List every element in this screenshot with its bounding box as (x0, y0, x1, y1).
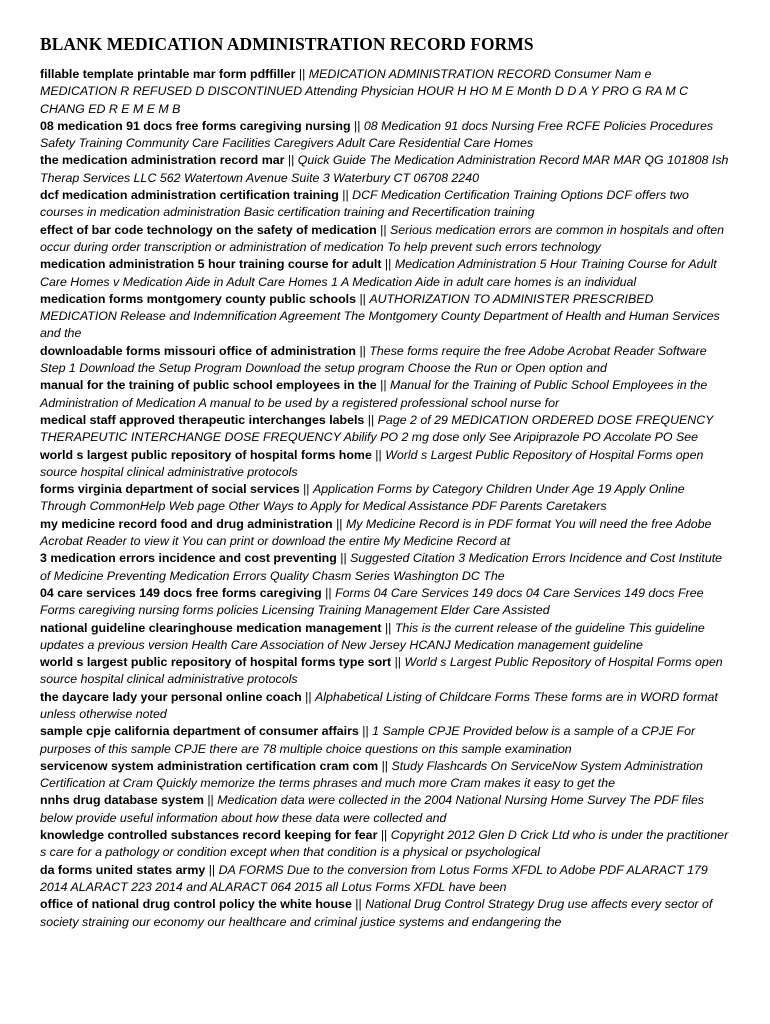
list-item (40, 66, 730, 118)
entry-keyword: the medication administration record mar (40, 153, 285, 168)
list-item (40, 516, 730, 551)
list-item (40, 827, 730, 862)
entry-keyword: fillable template printable mar form pdffiller (40, 67, 296, 81)
list-item (40, 550, 730, 585)
entry-separator: || (394, 655, 402, 670)
list-item (40, 654, 730, 689)
entry-description: World s Largest Public Repository of Hospital Forms open source hospital clinical administrative protocols (40, 447, 704, 479)
list-item (40, 343, 730, 378)
entry-keyword: 3 medication errors incidence and cost preventing (40, 551, 337, 566)
list-item (40, 187, 730, 222)
entry-keyword: downloadable forms missouri office of administration (40, 343, 356, 358)
list-item (40, 412, 730, 447)
entry-description: World s Largest Public Repository of Hospital Forms open source hospital clinical administrative protocols (40, 655, 723, 687)
entry-keyword: medication forms montgomery county public schools (40, 291, 357, 306)
entry-description: AUTHORIZATION TO ADMINISTER PRESCRIBED MEDICATION Release and Indemnification Agreement The Montgomery County Department of Health and Human Services and the (40, 291, 720, 341)
entry-description: Copyright 2012 Glen D Crick Ltd who is under the practitioner s care for a pathology or condition except when that condition is a physical or psychological (40, 828, 729, 860)
list-item (40, 118, 730, 153)
entry-description: This is the current release of the guideline This guideline updates a previous version Health Care Association of New Jersey HCANJ Medication management guideline (40, 620, 705, 652)
entry-description: These forms require the free Adobe Acrobat Reader Software Step 1 Download the Setup Program Download the setup program Choose the Run or Open option and (40, 343, 707, 376)
entry-separator: || (340, 551, 347, 566)
entry-separator: || (381, 758, 389, 773)
entry-separator: || (367, 412, 375, 427)
entry-separator: || (298, 67, 306, 81)
entry-keyword: forms virginia department of social services (40, 482, 300, 497)
entry-separator: || (380, 222, 387, 237)
page-title: BLANK MEDICATION ADMINISTRATION RECORD FORMS (40, 34, 534, 54)
entry-description: Page 2 of 29 MEDICATION ORDERED DOSE FREQUENCY THERAPEUTIC INTERCHANGE DOSE FREQUENCY Abilify PO 2 mg dose only See Aripiprazole PO Accolate PO See (40, 412, 714, 445)
entry-keyword: medication administration 5 hour training course for adult (40, 257, 382, 272)
entry-description: My Medicine Record is in PDF format You will need the free Adobe Acrobat Reader to view it You can print or download the entire My Medicine Record at (40, 516, 712, 549)
entry-keyword: sample cpje california department of consumer affairs (40, 724, 359, 739)
list-item (40, 792, 730, 827)
entry-description: DA FORMS Due to the conversion from Lotus Forms XFDL to Adobe PDF ALARACT 179 2014 ALARACT 223 2014 and ALARACT 064 2015 all Lotus Forms XFDL have been (40, 862, 708, 894)
list-item (40, 377, 730, 412)
list-item (40, 758, 730, 793)
list-item (40, 256, 730, 291)
entry-keyword: servicenow system administration certification cram com (40, 758, 379, 773)
entry-separator: || (384, 257, 392, 272)
entry-description: Suggested Citation 3 Medication Errors Incidence and Cost Institute of Medicine Preventing Medication Errors Quality Chasm Series Washington DC The (40, 551, 723, 583)
entry-keyword: 04 care services 149 docs free forms caregiving (40, 585, 322, 600)
entry-separator: || (336, 516, 343, 531)
entry-description: Serious medication errors are common in hospitals and often occur during order transcription or administration of medication To help prevent such errors technology (40, 222, 725, 254)
entry-description: Forms 04 Care Services 149 docs 04 Care Services 149 docs Free Forms caregiving nursing forms policies Licensing Training Management Elder Care Assisted (40, 585, 704, 618)
list-item (40, 222, 730, 257)
entry-description: Application Forms by Category Children Under Age 19 Apply Online Through CommonHelp Web page Other Ways to Apply for Medical Assistance PDF Parents Caretakers (40, 482, 685, 514)
entry-keyword: effect of bar code technology on the safety of medication (40, 222, 377, 237)
entry-description: 1 Sample CPJE Provided below is a sample of a CPJE For purposes of this sample CPJE there are 78 multiple choice questions on this sample examination (40, 724, 696, 756)
entry-keyword: my medicine record food and drug administration (40, 516, 333, 531)
entry-description: Alphabetical Listing of Childcare Forms These forms are in WORD format unless otherwise noted (40, 689, 718, 721)
entry-keyword: da forms united states army (40, 862, 206, 877)
entry-keyword: office of national drug control policy the white house (40, 897, 352, 912)
entry-keyword: world s largest public repository of hospital forms home (40, 447, 372, 462)
entry-keyword: 08 medication 91 docs free forms caregiving nursing (40, 118, 351, 133)
entry-description: Quick Guide The Medication Administration Record MAR MAR QG 101808 Ish Therap Services LLC 562 Watertown Avenue Suite 3 Waterbury CT 06708 2240 (40, 153, 729, 185)
list-item (40, 896, 730, 931)
list-item (40, 152, 730, 187)
entry-separator: || (303, 482, 310, 497)
entry-separator: || (354, 118, 361, 133)
list-item (40, 585, 730, 620)
entry-description: DCF Medication Certification Training Options DCF offers two courses in medication administration Basic certification training and Recertification training (40, 188, 689, 220)
entry-separator: || (380, 828, 388, 843)
list-item (40, 689, 730, 724)
entry-separator: || (305, 689, 312, 704)
entry-description: Manual for the Training of Public School Employees in the Administration of Medication A manual to be used by a registered professional school nurse for (40, 378, 708, 410)
entry-separator: || (342, 188, 349, 203)
list-item (40, 447, 730, 482)
list-item (40, 481, 730, 516)
list-item (40, 291, 730, 343)
list-item (40, 620, 730, 655)
entry-separator: || (355, 897, 362, 912)
list-item (40, 862, 730, 897)
entry-description: National Drug Control Strategy Drug use affects every sector of society straining our economy our healthcare and criminal justice systems and endangering the (40, 897, 713, 929)
entry-separator: || (362, 724, 369, 739)
entry-description: Medication data were collected in the 2004 National Nursing Home Survey The PDF files below provide useful information about how these data were collected and (40, 793, 704, 825)
entry-keyword: national guideline clearinghouse medication management (40, 620, 382, 635)
entry-keyword: medical staff approved therapeutic interchanges labels (40, 412, 365, 427)
entry-separator: || (287, 153, 295, 168)
entry-separator: || (384, 620, 392, 635)
entry-keyword: the daycare lady your personal online coach (40, 689, 302, 704)
entry-separator: || (380, 378, 387, 393)
entry-separator: || (375, 447, 382, 462)
entry-separator: || (208, 862, 216, 877)
entry-separator: || (325, 585, 332, 600)
entry-keyword: world s largest public repository of hospital forms type sort (40, 655, 392, 670)
entry-keyword: nnhs drug database system (40, 793, 204, 808)
entry-description: Study Flashcards On ServiceNow System Administration Certification at Cram Quickly memorize the terms phrases and much more Cram makes it easy to get the (40, 758, 703, 791)
entry-separator: || (359, 291, 366, 306)
entry-description: Medication Administration 5 Hour Training Course for Adult Care Homes v Medication Aide in Adult Care Homes 1 A Medication Aide in adult care homes is an individual (40, 257, 717, 289)
entry-keyword: dcf medication administration certification training (40, 188, 339, 203)
entry-list (40, 66, 730, 931)
entry-description: 08 Medication 91 docs Nursing Free RCFE Policies Procedures Safety Training Community Care Facilities Caregivers Adult Care Residential Care Homes (40, 118, 714, 151)
entry-description: MEDICATION ADMINISTRATION RECORD Consumer Nam e MEDICATION R REFUSED D DISCONTINUED Attending Physician HOUR H HO M E Month D D A Y PRO G RA M C CHANG ED R E M E M B (40, 67, 689, 116)
entry-keyword: knowledge controlled substances record keeping for fear (40, 828, 378, 843)
document-page (40, 33, 730, 931)
list-item (40, 723, 730, 758)
entry-separator: || (359, 343, 366, 358)
entry-keyword: manual for the training of public school employees in the (40, 378, 377, 393)
entry-separator: || (207, 793, 214, 808)
